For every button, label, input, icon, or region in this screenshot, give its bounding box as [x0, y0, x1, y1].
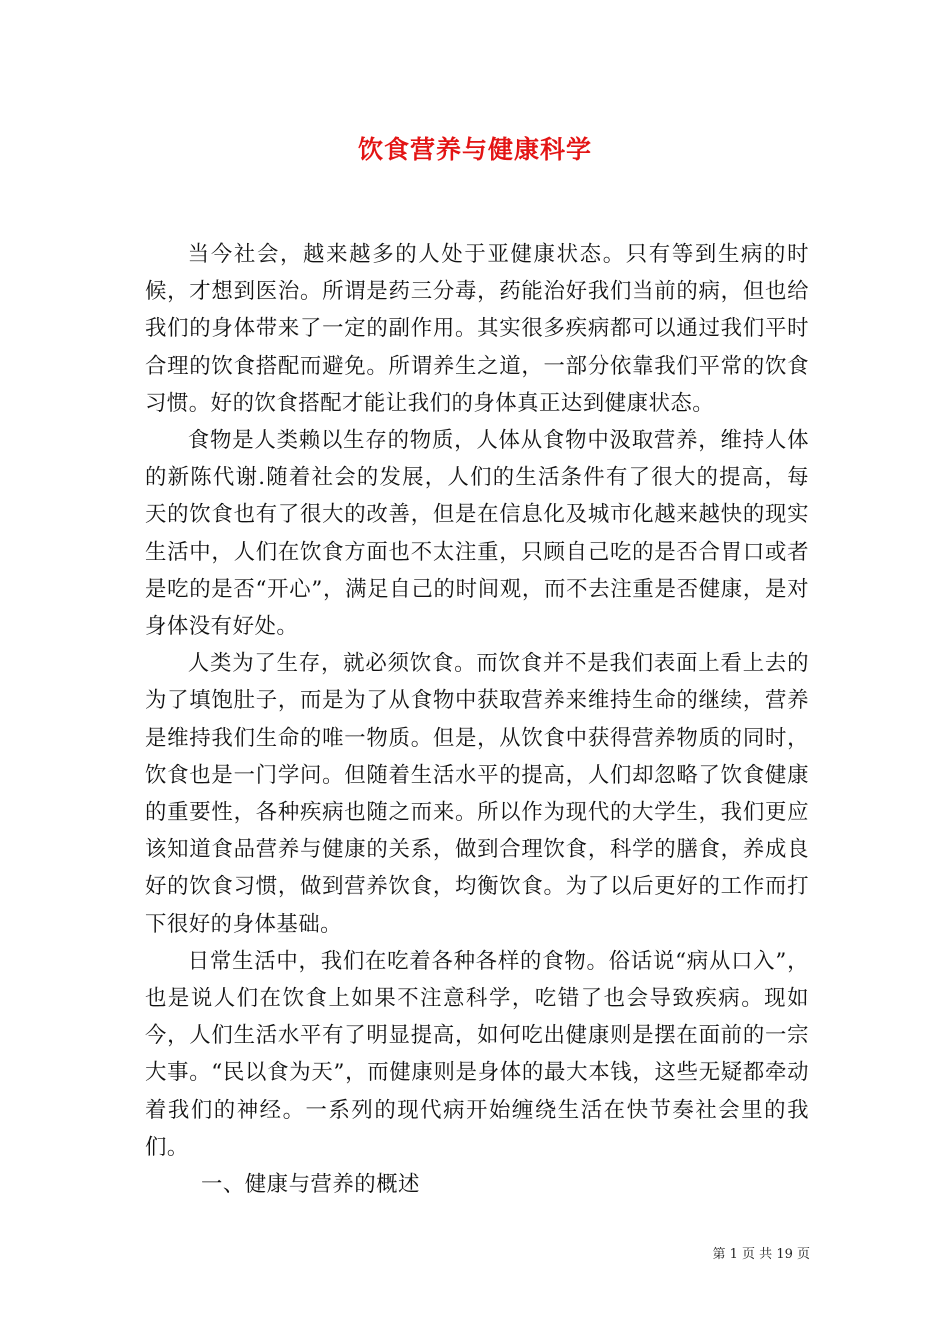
document-title: 饮食营养与健康科学 — [357, 135, 592, 164]
paragraph-2: 食物是人类赖以生存的物质，人体从食物中汲取营养，维持人体的新陈代谢.随着社会的发展，人们的生活条件有了很大的提高，每天的饮食也有了很大的改善，但是在信息化及城市化越来越快的现实生活中，人们在饮食方面也不太注重，只顾自己吃的是否合胃口或者是吃的是否“开心”，满足自己的时间观，而不去注重是否健康，是对身体没有好处。 — [145, 428, 809, 640]
paragraph-4: 日常生活中，我们在吃着各种各样的食物。俗话说“病从口入”，也是说人们在饮食上如果不注意科学，吃错了也会导致疾病。现如今，人们生活水平有了明显提高，如何吃出健康则是摆在面前的一宗大事。“民以食为天”，而健康则是身体的最大本钱，这些无疑都牵动着我们的神经。一系列的现代病开始缠绕生活在快节奏社会里的我们。 — [145, 948, 809, 1160]
section-heading: 一、健康与营养的概述 — [201, 1172, 420, 1198]
document-body — [145, 236, 809, 1203]
page-number: 第 1 页 共 19 页 — [712, 1247, 810, 1262]
paragraph-1: 当今社会，越来越多的人处于亚健康状态。只有等到生病的时候，才想到医治。所谓是药三分毒，药能治好我们当前的病，但也给我们的身体带来了一定的副作用。其实很多疾病都可以通过我们平时合理的饮食搭配而避免。所谓养生之道，一部分依靠我们平常的饮食习惯。好的饮食搭配才能让我们的身体真正达到健康状态。 — [145, 242, 809, 416]
paragraph-3: 人类为了生存，就必须饮食。而饮食并不是我们表面上看上去的为了填饱肚子，而是为了从食物中获取营养来维持生命的继续，营养是维持我们生命的唯一物质。但是，从饮食中获得营养物质的同时，饮食也是一门学问。但随着生活水平的提高，人们却忽略了饮食健康的重要性，各种疾病也随之而来。所以作为现代的大学生，我们更应该知道食品营养与健康的关系，做到合理饮食，科学的膳食，养成良好的饮食习惯，做到营养饮食，均衡饮食。为了以后更好的工作而打下很好的身体基础。 — [145, 651, 809, 937]
